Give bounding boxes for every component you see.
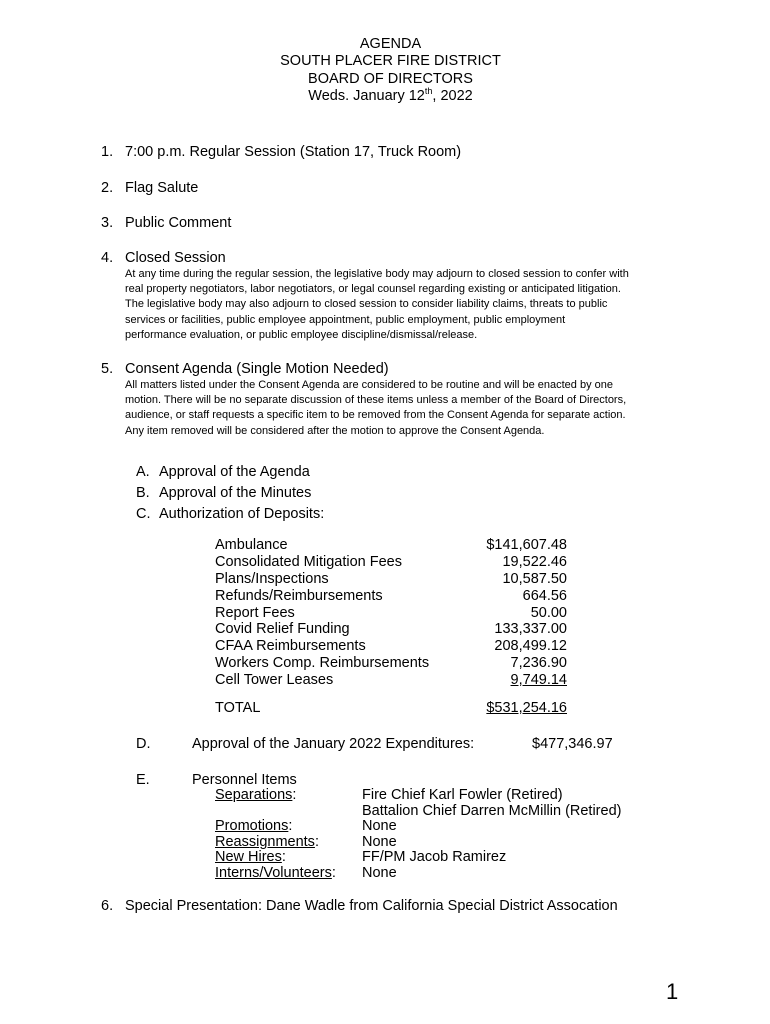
date-prefix: Weds. January 12 xyxy=(308,87,425,104)
consent-b-letter: B. xyxy=(136,485,150,501)
consent-a-letter: A. xyxy=(136,464,150,480)
deposit-amount: 10,587.50 xyxy=(502,570,567,587)
item-number: 3. xyxy=(101,215,114,231)
item-title: Flag Salute xyxy=(125,180,199,196)
description-line: performance evaluation, or public employee discipline/dismissal/release. xyxy=(125,328,478,341)
deposit-label: CFAA Reimbursements xyxy=(215,638,366,655)
consent-e-letter: E. xyxy=(136,772,150,788)
new-hires-value: FF/PM Jacob Ramirez xyxy=(362,849,507,865)
description-line: At any time during the regular session, the legislative body may adjourn to closed session to confer with xyxy=(125,268,629,280)
consent-c-letter: C. xyxy=(136,506,151,522)
deposit-label: Refunds/Reimbursements xyxy=(215,587,383,604)
consent-description xyxy=(125,378,705,439)
consent-d-text: Approval of the January 2022 Expenditures: xyxy=(192,736,475,752)
consent-a-text: Approval of the Agenda xyxy=(159,464,310,480)
deposits-table xyxy=(215,537,567,717)
description-line: audience, or staff requests a specific item to be removed from the Consent Agenda for separate action. xyxy=(125,409,626,422)
total-label: TOTAL xyxy=(215,700,261,717)
description-line: All matters listed under the Consent Agenda are considered to be routine and will be enacted by one xyxy=(125,379,613,391)
description-line: real property negotiators, labor negotiators, or legal counsel regarding existing or anticipated litigation. xyxy=(125,283,621,296)
deposit-row xyxy=(215,672,567,689)
consent-b-text: Approval of the Minutes xyxy=(159,485,312,501)
date-suffix: , 2022 xyxy=(432,87,473,104)
header-board: BOARD OF DIRECTORS xyxy=(308,70,473,87)
deposit-label: Workers Comp. Reimbursements xyxy=(215,655,430,672)
deposit-label: Plans/Inspections xyxy=(215,570,329,587)
item-title: Closed Session xyxy=(125,250,226,266)
consent-e-text: Personnel Items xyxy=(192,772,297,788)
deposit-amount: 7,236.90 xyxy=(510,655,567,672)
deposit-amount: 50.00 xyxy=(530,604,567,621)
deposit-row xyxy=(215,621,567,638)
deposit-row xyxy=(215,554,567,571)
item-number: 6. xyxy=(101,898,114,914)
consent-c-text: Authorization of Deposits: xyxy=(159,506,325,522)
item-number: 5. xyxy=(101,361,114,377)
deposit-label: Cell Tower Leases xyxy=(215,672,334,689)
item-number: 2. xyxy=(101,180,114,196)
reassignments-label: Reassignments: xyxy=(215,834,319,850)
deposit-row xyxy=(215,638,567,655)
description-line: motion. There will be no separate discussion of these items unless a member of the Board of Directors, xyxy=(125,394,627,407)
separation-entry: Fire Chief Karl Fowler (Retired) xyxy=(362,787,563,803)
consent-d-amount: $477,346.97 xyxy=(532,736,613,752)
deposit-row xyxy=(215,588,567,605)
deposit-amount: 664.56 xyxy=(522,587,567,604)
deposit-label: Covid Relief Funding xyxy=(215,621,350,638)
description-line: services or facilities, public employee appointment, public employment, public employment xyxy=(125,313,566,326)
header-org: SOUTH PLACER FIRE DISTRICT xyxy=(280,53,501,70)
deposit-row xyxy=(215,571,567,588)
page-number: 1 xyxy=(666,979,679,1004)
description-line: The legislative body may also adjourn to closed session to consider liability claims, threats to public xyxy=(125,298,608,311)
promotions-value: None xyxy=(362,818,397,834)
item-title: 7:00 p.m. Regular Session (Station 17, Truck Room) xyxy=(125,144,462,160)
deposit-label: Consolidated Mitigation Fees xyxy=(215,553,402,570)
interns-label: Interns/Volunteers: xyxy=(215,865,336,881)
item-title: Consent Agenda (Single Motion Needed) xyxy=(125,361,389,377)
agenda-header xyxy=(0,36,770,105)
header-title: AGENDA xyxy=(359,36,422,52)
date-sup: th xyxy=(424,85,433,96)
separation-entry: Battalion Chief Darren McMillin (Retired) xyxy=(362,803,622,819)
deposit-amount: 19,522.46 xyxy=(502,553,567,570)
interns-value: None xyxy=(362,865,397,881)
consent-d-letter: D. xyxy=(136,736,151,752)
total-amount: $531,254.16 xyxy=(486,700,567,717)
deposit-total-row xyxy=(215,700,567,717)
item-title: Special Presentation: Dane Wadle from California Special District Assocation xyxy=(125,898,618,914)
item-number: 4. xyxy=(101,250,114,266)
deposit-amount: $141,607.48 xyxy=(486,537,567,553)
deposit-row xyxy=(215,537,567,554)
deposit-row xyxy=(215,605,567,622)
new-hires-label: New Hires: xyxy=(215,849,286,865)
deposit-amount: 133,337.00 xyxy=(494,621,567,638)
separations-label: Separations: xyxy=(215,787,297,803)
promotions-label: Promotions: xyxy=(215,818,293,834)
deposit-label: Ambulance xyxy=(215,537,288,553)
closed-session-description xyxy=(125,267,705,343)
deposit-amount: 208,499.12 xyxy=(494,638,567,655)
item-title: Public Comment xyxy=(125,215,232,231)
deposit-row xyxy=(215,655,567,672)
reassignments-value: None xyxy=(362,834,397,850)
deposit-label: Report Fees xyxy=(215,604,295,621)
item-number: 1. xyxy=(101,144,114,160)
header-date xyxy=(0,85,770,105)
description-line: Any item removed will be considered after the motion to approve the Consent Agenda. xyxy=(125,424,545,437)
deposit-amount: 9,749.14 xyxy=(510,672,567,689)
